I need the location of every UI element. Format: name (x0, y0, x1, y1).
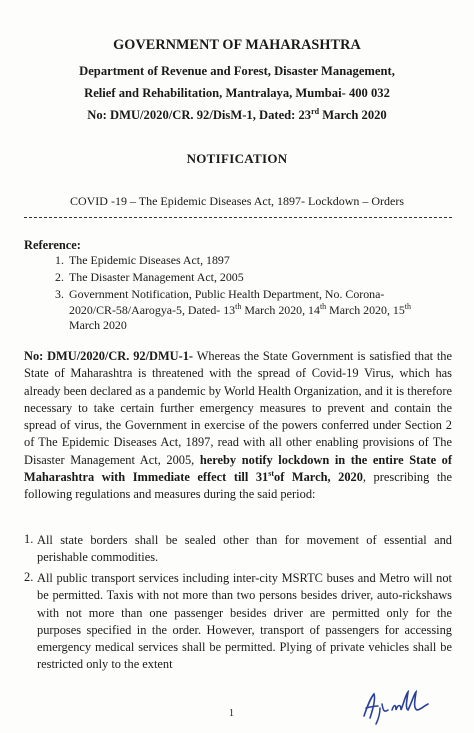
measure-text: All public transport services including inter-city MSRTC buses and Metro will not be permitted. Taxis with not more than two persons besides driver, auto-rickshaws with not more than one passenger besides driver are permitted only for the purposes specified in the order. However, transport of passengers for accessing emergency medical services shall be permitted. Plying of private vehicles shall be restricted only to the extent (37, 571, 452, 672)
notification-number: No: DMU/2020/CR. 92/DMU-1- (24, 349, 194, 363)
lockdown-declaration: hereby notify lockdown in the entire State of Maharashtra with Immediate effect till 31stof March, 2020 (24, 452, 452, 485)
notification-title: NOTIFICATION (186, 151, 288, 166)
notification-paragraph: No: DMU/2020/CR. 92/DMU-1- Whereas the State Government is satisfied that the State of Maharashtra is threatened with the spread of Covid-19 Virus, which has already been declared as a pandemic by World Health Organization, and it is therefore necessary to take certain further emergency measures to prevent and contain the spread of virus, the Government in exercise of the powers conferred under Section 2 of The Epidemic Diseases Act, 1897, read with all other enabling provisions of The Disaster Management Act, 2005, hereby notify lockdown in the entire State of Maharashtra with Immediate effect till 31stof March, 2020, prescribing the following regulations and measures during the said period: (24, 349, 452, 502)
department-line-1: Department of Revenue and Forest, Disaster Management, (79, 64, 395, 78)
department-line-2: Relief and Rehabilitation, Mantralaya, Mumbai- 400 032 (84, 86, 390, 100)
reference-item: 2. The Disaster Management Act, 2005 (55, 270, 244, 284)
government-heading: GOVERNMENT OF MAHARASHTRA (113, 37, 361, 53)
measure-number: 2. (24, 570, 34, 584)
ref-no-sup: rd (311, 106, 320, 116)
page-number: 1 (229, 708, 234, 719)
measure-text: All state borders shall be sealed other than for movement of essential and perishable commodities. (37, 533, 452, 565)
subject-line: COVID -19 – The Epidemic Diseases Act, 1897- Lockdown – Orders (69, 194, 405, 208)
reference-item-continuation: 2020/CR-58/Aarogya-5, Dated- 13th March 2020, 14th March 2020, 15th (69, 302, 412, 317)
dashed-divider (24, 217, 452, 218)
reference-number-line (0, 108, 474, 123)
reference-item: 1. The Epidemic Diseases Act, 1897 (55, 253, 230, 267)
reference-item-continuation: March 2020 (69, 318, 127, 332)
ref-no-prefix: No: DMU/2020/CR. 92/DisM-1, Dated: 23 (87, 108, 312, 122)
measure-number: 1. (24, 532, 34, 546)
reference-heading: Reference: (24, 238, 81, 252)
handwritten-signature (360, 686, 440, 726)
reference-item: 3. Government Notification, Public Health Department, No. Corona- (55, 287, 385, 301)
ref-no-suffix: March 2020 (319, 108, 387, 122)
